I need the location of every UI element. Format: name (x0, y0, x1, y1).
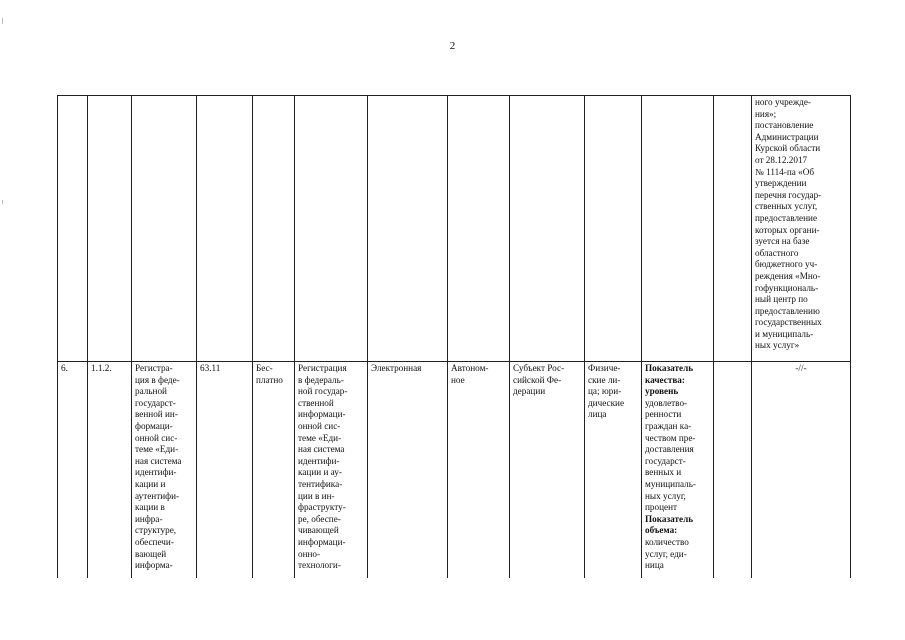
form-cell: Электронная (368, 362, 448, 579)
cell (88, 96, 132, 362)
okved-cell: 63.11 (197, 362, 253, 579)
row-number-cell: 6. (58, 362, 88, 579)
ditto-cell: -//- (752, 362, 851, 579)
cell (58, 96, 88, 362)
institution-type-cell: Автоном- ное (448, 362, 510, 579)
cell (585, 96, 642, 362)
empty-cell (714, 362, 752, 579)
cell (197, 96, 253, 362)
table-row (58, 362, 851, 579)
consumers-cell: Физиче- ские ли- ца; юри- дические лица (585, 362, 642, 579)
payment-cell: Бес- платно (253, 362, 295, 579)
founder-cell: Субъект Рос- сийской Фе- дерации (510, 362, 585, 579)
cell (132, 96, 197, 362)
legal-basis-cell: ного учрежде- ния»; постановление Администрации Курской области от 28.12.2017 № 1114-па «Об утверждении перечня государ- ственных услуг, предоставление которых органи- зуется на базе областного бюджетного уч- реждения «Мно- гофункциональ- ный центр по предоставлению государственных и муниципаль- ных услуг» (752, 96, 851, 362)
cell (510, 96, 585, 362)
margin-mark (2, 18, 3, 24)
cell (714, 96, 752, 362)
registry-table (57, 95, 851, 578)
cell (368, 96, 448, 362)
code-cell: 1.1.2. (88, 362, 132, 579)
quality-indicator-text: удовлетво- ренности граждан ка- чеством пре- доставления государст- венных и муниципаль- ных услуг, процент (645, 397, 696, 513)
content-cell: Регистрация в федераль- ной государ- ственной информаци- онной сис- теме «Еди- ная система идентифи- кации и ау- тентифика- ции в ин- фраструкту- ре, обеспе- чивающей информаци- онно- технологи- (295, 362, 368, 579)
volume-indicator-text: количество услуг, еди- ница (645, 536, 689, 571)
cell (448, 96, 510, 362)
page-number: 2 (449, 40, 456, 52)
indicators-cell (642, 362, 714, 579)
cell (295, 96, 368, 362)
service-name-cell: Регистра- ция в феде- ральной государст- венной ин- формаци- онной сис- теме «Еди- ная система идентифи- кации и аутентифи- кации в инфра- структуре, обеспечи- вающей информа- (132, 362, 197, 579)
volume-indicator-title: Показатель объема: (645, 513, 694, 536)
cell (253, 96, 295, 362)
quality-indicator-title: Показатель качества: уровень (645, 363, 694, 397)
cell (642, 96, 714, 362)
table-row (58, 96, 851, 362)
margin-mark (2, 200, 3, 204)
